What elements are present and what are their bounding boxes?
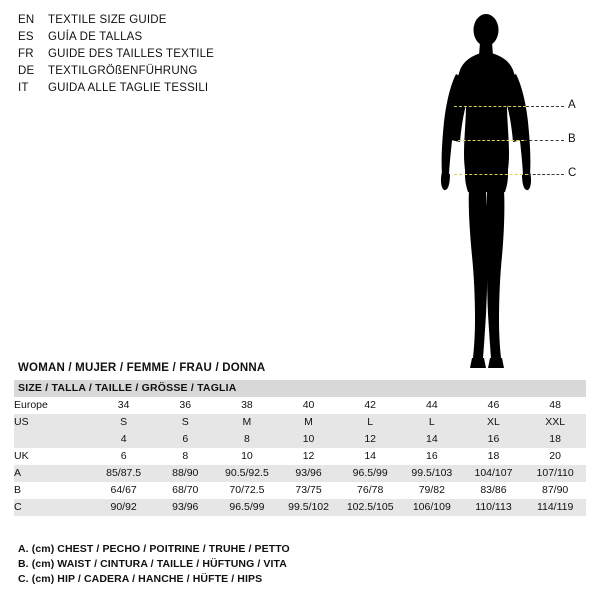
cell: 6: [154, 431, 216, 448]
table-row: [14, 448, 586, 465]
chest-marker-line: [454, 106, 526, 107]
language-row: [18, 14, 398, 31]
cell: S: [93, 414, 155, 431]
cell: 18: [524, 431, 586, 448]
cell: 99.5/102: [278, 499, 340, 516]
cell: 70/72.5: [216, 482, 278, 499]
cell: 4: [93, 431, 155, 448]
section-title: WOMAN / MUJER / FEMME / FRAU / DONNA: [18, 362, 266, 374]
legend-line-c: C. (cm) HIP / CADERA / HANCHE / HÜFTE / HIPS: [18, 573, 263, 585]
cell: 88/90: [154, 465, 216, 482]
cell: 68/70: [154, 482, 216, 499]
language-code: EN: [18, 14, 35, 26]
table-row: [14, 499, 586, 516]
cell: 106/109: [401, 499, 463, 516]
cell: 12: [339, 431, 401, 448]
row-label: A: [14, 465, 93, 482]
cell: 99.5/103: [401, 465, 463, 482]
table-row: [14, 482, 586, 499]
cell: S: [154, 414, 216, 431]
table-row: [14, 414, 586, 431]
cell: 107/110: [524, 465, 586, 482]
marker-label-a: A: [568, 99, 576, 111]
cell: 42: [339, 397, 401, 414]
cell: 90.5/92.5: [216, 465, 278, 482]
cell: M: [216, 414, 278, 431]
row-label: B: [14, 482, 93, 499]
waist-marker-line: [458, 140, 524, 141]
cell: 40: [278, 397, 340, 414]
cell: 64/67: [93, 482, 155, 499]
cell: 96.5/99: [216, 499, 278, 516]
cell: 10: [216, 448, 278, 465]
cell: 93/96: [278, 465, 340, 482]
table-row: [14, 431, 586, 448]
cell: 87/90: [524, 482, 586, 499]
cell: 38: [216, 397, 278, 414]
cell: 44: [401, 397, 463, 414]
marker-label-c: C: [568, 167, 577, 179]
marker-label-b: B: [568, 133, 576, 145]
cell: 12: [278, 448, 340, 465]
language-row: [18, 65, 398, 82]
language-row: [18, 82, 398, 99]
language-list: [18, 14, 398, 99]
cell: 14: [339, 448, 401, 465]
language-code: FR: [18, 48, 34, 60]
cell: 76/78: [339, 482, 401, 499]
legend-line-a: A. (cm) CHEST / PECHO / POITRINE / TRUHE / PETTO: [18, 543, 290, 555]
language-text: GUÍA DE TALLAS: [48, 31, 143, 43]
cell: 110/113: [463, 499, 525, 516]
cell: XXL: [524, 414, 586, 431]
cell: 8: [216, 431, 278, 448]
row-label: C: [14, 499, 93, 516]
cell: 8: [154, 448, 216, 465]
table-row: [14, 397, 586, 414]
legend-line-b: B. (cm) WAIST / CINTURA / TAILLE / HÜFTUNG / VITA: [18, 558, 287, 570]
cell: 34: [93, 397, 155, 414]
cell: 16: [401, 448, 463, 465]
cell: 10: [278, 431, 340, 448]
row-label: [14, 431, 93, 448]
hip-marker-line: [454, 174, 528, 175]
cell: 93/96: [154, 499, 216, 516]
hip-leader-line: [528, 174, 564, 175]
cell: 6: [93, 448, 155, 465]
measurement-legend: [18, 543, 578, 588]
language-text: GUIDA ALLE TAGLIE TESSILI: [48, 82, 209, 94]
table-header-row: [14, 380, 586, 397]
row-label: Europe: [14, 397, 93, 414]
language-row: [18, 31, 398, 48]
cell: 102.5/105: [339, 499, 401, 516]
cell: L: [401, 414, 463, 431]
cell: XL: [463, 414, 525, 431]
cell: 90/92: [93, 499, 155, 516]
language-code: ES: [18, 31, 34, 43]
woman-silhouette-icon: [420, 8, 590, 378]
cell: M: [278, 414, 340, 431]
language-text: GUIDE DES TAILLES TEXTILE: [48, 48, 215, 60]
language-text: TEXTILGRÖßENFÜHRUNG: [48, 65, 198, 77]
cell: 48: [524, 397, 586, 414]
cell: 83/86: [463, 482, 525, 499]
cell: 18: [463, 448, 525, 465]
waist-leader-line: [524, 140, 564, 141]
language-code: DE: [18, 65, 35, 77]
language-row: [18, 48, 398, 65]
body-silhouette: [420, 8, 590, 378]
cell: 36: [154, 397, 216, 414]
language-text: TEXTILE SIZE GUIDE: [48, 14, 167, 26]
language-code: IT: [18, 82, 29, 94]
chest-leader-line: [526, 106, 564, 107]
row-label: UK: [14, 448, 93, 465]
table-header-label: SIZE / TALLA / TAILLE / GRÖSSE / TAGLIA: [14, 380, 586, 397]
cell: 16: [463, 431, 525, 448]
row-label: US: [14, 414, 93, 431]
cell: 20: [524, 448, 586, 465]
cell: 85/87.5: [93, 465, 155, 482]
cell: 79/82: [401, 482, 463, 499]
cell: 96.5/99: [339, 465, 401, 482]
table-row: [14, 465, 586, 482]
size-table: [14, 380, 586, 516]
cell: 46: [463, 397, 525, 414]
cell: 73/75: [278, 482, 340, 499]
cell: 114/119: [524, 499, 586, 516]
cell: L: [339, 414, 401, 431]
cell: 14: [401, 431, 463, 448]
cell: 104/107: [463, 465, 525, 482]
